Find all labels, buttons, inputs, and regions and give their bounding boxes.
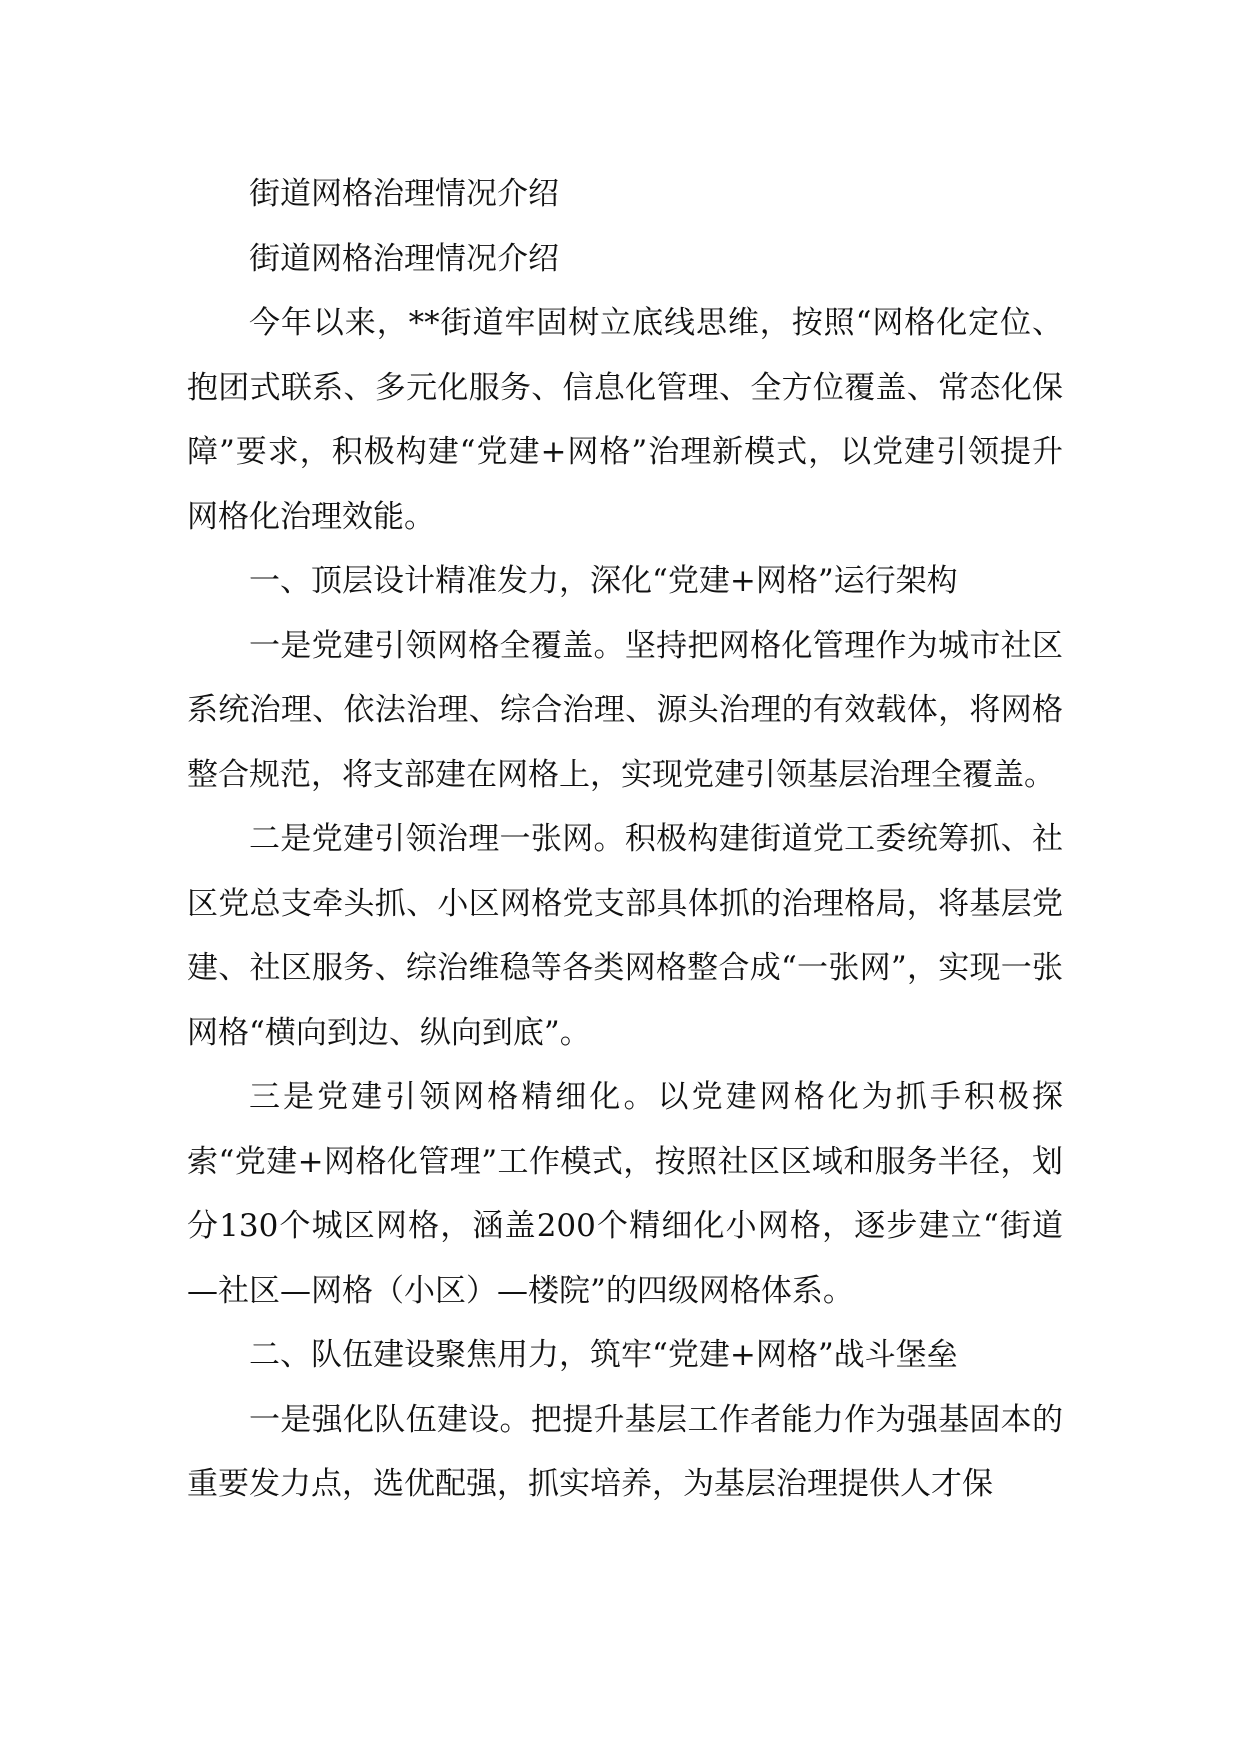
paragraph-intro: 今年以来，**街道牢固树立底线思维，按照“网格化定位、抱团式联系、多元化服务、信息化管理、全方位覆盖、常态化保障”要求，积极构建“党建+网格”治理新模式，以党建引领提升网格化治理效能。 xyxy=(187,305,1063,535)
section-heading-2: 二、队伍建设聚焦用力，筑牢“党建+网格”战斗堡垒 xyxy=(249,1337,958,1373)
section-heading-1: 一、顶层设计精准发力，深化“党建+网格”运行架构 xyxy=(249,563,958,599)
paragraph-2-1: 一是强化队伍建设。把提升基层工作者能力作为强基固本的重要发力点，选优配强，抓实培养，为基层治理提供人才保 xyxy=(187,1401,1063,1502)
paragraph-1-2: 二是党建引领治理一张网。积极构建街道党工委统筹抓、社区党总支牵头抓、小区网格党支部具体抓的治理格局，将基层党建、社区服务、综治维稳等各类网格整合成“一张网”，实现一张网格“横向到边、纵向到底”。 xyxy=(187,821,1063,1051)
paragraph-1-1: 一是党建引领网格全覆盖。坚持把网格化管理作为城市社区系统治理、依法治理、综合治理、源头治理的有效载体，将网格整合规范，将支部建在网格上，实现党建引领基层治理全覆盖。 xyxy=(187,627,1063,793)
document-subtitle: 街道网格治理情况介绍 xyxy=(249,240,559,277)
paragraph-1-3: 三是党建引领网格精细化。以党建网格化为抓手积极探索“党建+网格化管理”工作模式，按照社区区域和服务半径，划分130个城区网格，涵盖200个精细化小网格，逐步建立“街道—社区—网格（小区）—楼院”的四级网格体系。 xyxy=(187,1079,1063,1309)
document-body xyxy=(187,162,1063,1517)
document-title: 街道网格治理情况介绍 xyxy=(249,176,559,212)
